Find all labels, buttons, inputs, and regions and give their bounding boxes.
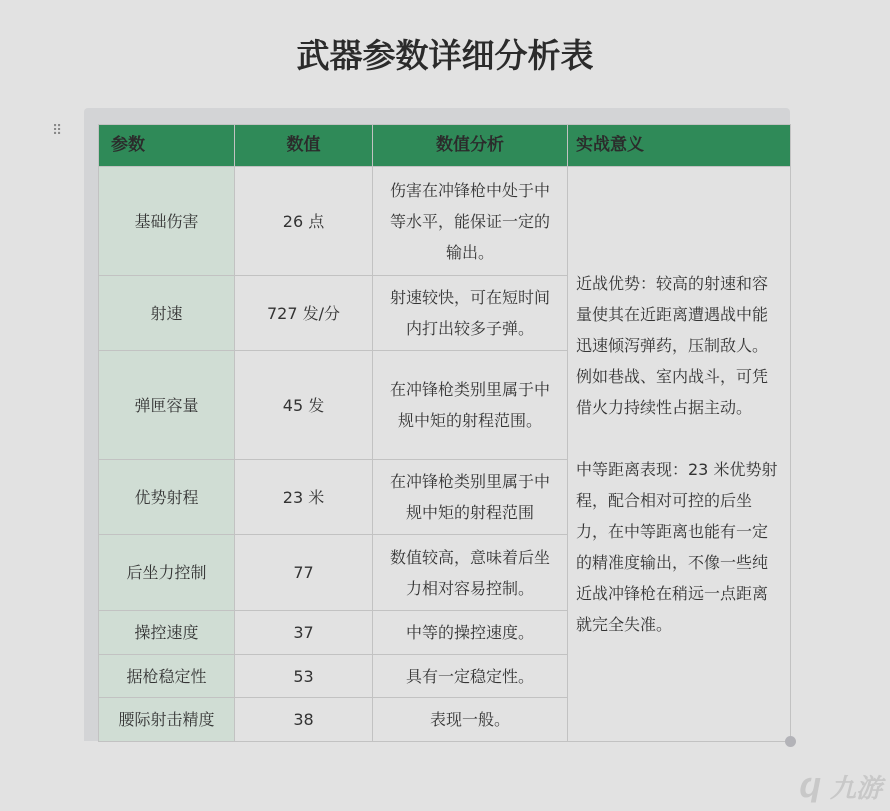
cell-analysis[interactable]: 中等的操控速度。 xyxy=(373,611,568,655)
weapon-table xyxy=(98,124,791,742)
cell-param[interactable]: 基础伤害 xyxy=(99,167,235,276)
cell-value[interactable]: 727 发/分 xyxy=(235,276,373,351)
drag-handle-icon[interactable]: ⠿ xyxy=(52,123,64,139)
cell-param[interactable]: 优势射程 xyxy=(99,460,235,535)
cell-value[interactable]: 77 xyxy=(235,535,373,611)
watermark-logo: Ϥ 九游 xyxy=(799,774,882,804)
header-significance: 实战意义 xyxy=(568,125,791,167)
cell-param[interactable]: 操控速度 xyxy=(99,611,235,655)
cell-param[interactable]: 射速 xyxy=(99,276,235,351)
cell-analysis[interactable]: 在冲锋枪类别里属于中规中矩的射程范围。 xyxy=(373,351,568,460)
page-title: 武器参数详细分析表 xyxy=(296,36,594,75)
cell-significance[interactable]: 近战优势：较高的射速和容量使其在近距离遭遇战中能迅速倾泻弹药，压制敌人。例如巷战、室内战斗，可凭借火力持续性占据主动。 中等距离表现：23 米优势射程，配合相对可控的后坐力，在中等距离也能有一定的精准度输出，不像一些纯近战冲锋枪在稍远一点距离就完全失准。 xyxy=(568,167,791,742)
resize-handle[interactable] xyxy=(785,736,796,747)
cell-analysis[interactable]: 数值较高，意味着后坐力相对容易控制。 xyxy=(373,535,568,611)
cell-param[interactable]: 据枪稳定性 xyxy=(99,655,235,698)
header-analysis: 数值分析 xyxy=(373,125,568,167)
cell-analysis[interactable]: 在冲锋枪类别里属于中规中矩的射程范围 xyxy=(373,460,568,535)
cell-value[interactable]: 37 xyxy=(235,611,373,655)
cell-value[interactable]: 26 点 xyxy=(235,167,373,276)
cell-param[interactable]: 后坐力控制 xyxy=(99,535,235,611)
cell-param[interactable]: 腰际射击精度 xyxy=(99,698,235,742)
header-value: 数值 xyxy=(235,125,373,167)
header-row xyxy=(99,125,791,167)
cell-analysis[interactable]: 表现一般。 xyxy=(373,698,568,742)
cell-analysis[interactable]: 伤害在冲锋枪中处于中等水平，能保证一定的输出。 xyxy=(373,167,568,276)
cell-value[interactable]: 23 米 xyxy=(235,460,373,535)
cell-analysis[interactable]: 射速较快，可在短时间内打出较多子弹。 xyxy=(373,276,568,351)
cell-analysis[interactable]: 具有一定稳定性。 xyxy=(373,655,568,698)
table-row xyxy=(99,167,791,276)
cell-value[interactable]: 45 发 xyxy=(235,351,373,460)
cell-value[interactable]: 53 xyxy=(235,655,373,698)
header-param: 参数 xyxy=(99,125,235,167)
cell-value[interactable]: 38 xyxy=(235,698,373,742)
cell-param[interactable]: 弹匣容量 xyxy=(99,351,235,460)
